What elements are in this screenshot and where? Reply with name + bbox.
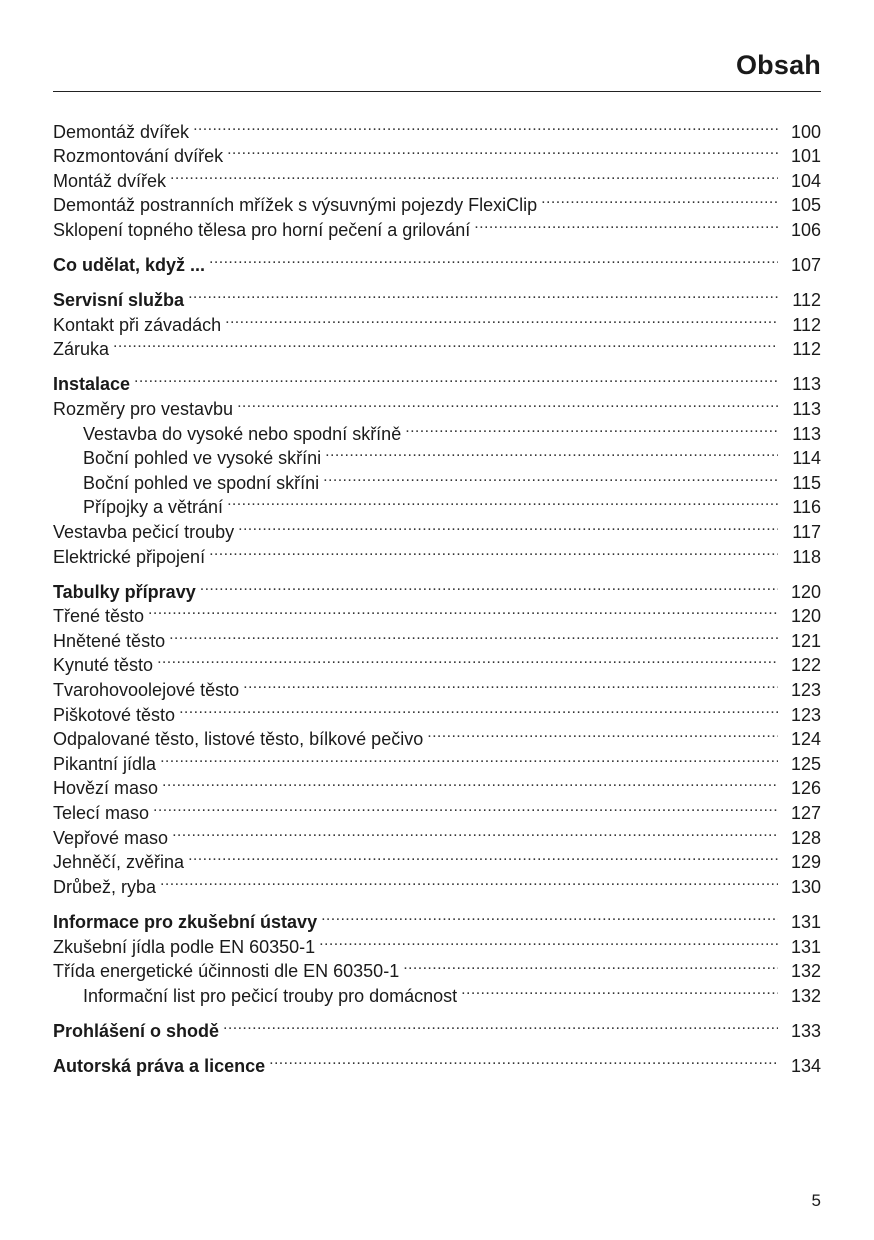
dot-leader	[188, 844, 778, 869]
toc-entry-page: 116	[792, 497, 821, 518]
toc-entry-page: 131	[790, 911, 821, 932]
toc-section	[53, 903, 821, 1006]
dot-leader	[323, 464, 778, 489]
toc-entry-page: 104	[790, 170, 821, 191]
toc-entry-page: 125	[790, 753, 821, 774]
toc-entry-label: Třída energetické účinnosti dle EN 60350-1	[53, 961, 400, 982]
toc-heading-entry[interactable]	[53, 573, 821, 602]
dot-leader	[225, 306, 778, 331]
toc-entry-label: Piškotové těsto	[53, 704, 176, 725]
toc-entry[interactable]	[53, 868, 821, 897]
toc-entry-label: Sklopení topného tělesa pro horní pečení a grilování	[53, 219, 471, 240]
toc-heading-entry[interactable]	[53, 1047, 821, 1076]
toc-entry-label: Demontáž postranních mřížek s výsuvnými pojezdy FlexiClip	[53, 195, 538, 216]
toc-entry-page: 123	[790, 680, 821, 701]
toc-entry[interactable]	[53, 187, 821, 216]
toc-entry-label: Prohlášení o shodě	[53, 1020, 220, 1041]
toc-entry-page: 129	[790, 852, 821, 873]
toc-entry-label: Instalace	[53, 374, 131, 395]
dot-leader	[461, 977, 778, 1002]
page-number: 5	[811, 1191, 821, 1210]
toc-entry-page: 122	[790, 655, 821, 676]
toc-entry-label: Tabulky přípravy	[53, 581, 196, 602]
toc-entry-label: Jehněčí, zvěřina	[53, 852, 185, 873]
toc-heading-entry[interactable]	[53, 282, 821, 311]
toc-entry-label: Boční pohled ve vysoké skříni	[83, 448, 322, 469]
dot-leader	[179, 696, 778, 721]
dot-leader	[405, 415, 778, 440]
toc-entry-page: 127	[790, 803, 821, 824]
dot-leader	[227, 138, 778, 163]
toc-entry[interactable]	[53, 671, 821, 701]
dot-leader	[172, 819, 778, 844]
toc-entry-label: Kontakt při závadách	[53, 314, 222, 335]
toc-entry-label: Zkušební jídla podle EN 60350-1	[53, 936, 316, 957]
header-divider	[53, 91, 821, 92]
toc-entry-label: Telecí maso	[53, 803, 150, 824]
dot-leader	[113, 331, 778, 356]
toc-entry-label: Montáž dvířek	[53, 170, 167, 191]
toc-entry-page: 113	[792, 399, 821, 420]
toc-entry-page: 132	[790, 985, 821, 1006]
toc-entry[interactable]	[53, 113, 821, 142]
toc-entry-page: 130	[790, 876, 821, 897]
dot-leader	[237, 390, 778, 415]
toc-entry-page: 101	[790, 146, 821, 167]
toc-heading-entry[interactable]	[53, 366, 821, 395]
toc-entry[interactable]	[53, 844, 821, 873]
toc-entry-page: 106	[790, 219, 821, 240]
toc-section	[53, 573, 821, 897]
toc-entry[interactable]	[53, 819, 821, 848]
toc-entry[interactable]	[53, 598, 821, 627]
toc-entry-label: Vepřové maso	[53, 827, 169, 848]
toc-entry-label: Rozmontování dvířek	[53, 146, 224, 167]
toc-entry-label: Záruka	[53, 339, 110, 360]
toc-entry-page: 113	[792, 374, 821, 395]
toc-entry[interactable]	[53, 390, 821, 420]
toc-entry-page: 105	[790, 195, 821, 216]
toc-entry-page: 114	[792, 448, 821, 469]
toc-entry-label: Třené těsto	[53, 606, 145, 627]
toc-entry-label: Přípojky a větrání	[83, 497, 224, 518]
toc-entry-label: Pikantní jídla	[53, 753, 157, 774]
toc-entry-label: Tvarohovoolejové těsto	[53, 680, 240, 701]
toc-heading-entry[interactable]	[53, 1012, 821, 1041]
dot-leader	[541, 187, 778, 212]
toc-entry-page: 115	[792, 472, 821, 493]
dot-leader	[148, 598, 778, 623]
toc-entry[interactable]	[53, 331, 821, 360]
dot-leader	[325, 440, 778, 465]
dot-leader	[200, 573, 778, 598]
dot-leader	[193, 113, 778, 138]
toc-entry-page: 118	[792, 546, 821, 567]
toc-section	[53, 282, 821, 360]
toc-entry-page: 112	[792, 339, 821, 360]
toc-heading-entry[interactable]	[53, 246, 821, 276]
toc-entry-label: Autorská práva a licence	[53, 1055, 266, 1076]
dot-leader	[160, 868, 778, 893]
toc-heading-entry[interactable]	[53, 903, 821, 932]
dot-leader	[209, 538, 778, 563]
dot-leader	[427, 721, 778, 746]
dot-leader	[321, 903, 778, 928]
toc-entry-page: 126	[790, 778, 821, 799]
toc-section	[53, 113, 821, 240]
toc-entry[interactable]	[53, 770, 821, 799]
toc-entry-label: Hnětené těsto	[53, 630, 166, 651]
toc-entry-page: 107	[790, 255, 821, 276]
toc-entry-page: 112	[792, 314, 821, 335]
toc-entry-page: 113	[792, 423, 821, 444]
dot-leader	[474, 211, 778, 236]
toc-entry-label: Demontáž dvířek	[53, 121, 190, 142]
toc-entry-label: Vestavba pečicí trouby	[53, 522, 235, 542]
toc-entry-page: 134	[790, 1055, 821, 1076]
table-of-contents	[53, 113, 821, 1082]
toc-entry[interactable]	[53, 745, 821, 774]
toc-section	[53, 246, 821, 276]
toc-entry-label: Kynuté těsto	[53, 655, 154, 676]
dot-leader	[188, 282, 778, 307]
dot-leader	[269, 1047, 778, 1072]
toc-entry-label: Odpalované těsto, listové těsto, bílkové pečivo	[53, 729, 424, 750]
dot-leader	[403, 953, 778, 978]
toc-entry-page: 123	[790, 704, 821, 725]
dot-leader	[209, 246, 778, 271]
toc-entry[interactable]	[53, 622, 821, 651]
dot-leader	[162, 770, 778, 795]
dot-leader	[157, 647, 778, 672]
toc-entry-page: 128	[790, 827, 821, 848]
toc-entry-page: 112	[792, 290, 821, 311]
toc-entry-page: 100	[790, 121, 821, 142]
dot-leader	[153, 794, 778, 819]
dot-leader	[223, 1012, 778, 1037]
toc-entry-label: Boční pohled ve spodní skříni	[83, 472, 320, 493]
toc-entry-page: 117	[792, 522, 821, 542]
toc-entry-label: Hovězí maso	[53, 778, 159, 799]
toc-entry-page: 120	[790, 581, 821, 602]
toc-entry-page: 121	[790, 630, 821, 651]
dot-leader	[227, 489, 778, 514]
toc-entry-page: 120	[790, 606, 821, 627]
toc-entry-label: Informace pro zkušební ústavy	[53, 911, 318, 932]
toc-entry-label: Drůbež, ryba	[53, 876, 157, 897]
toc-entry[interactable]	[53, 794, 821, 824]
toc-section	[53, 1012, 821, 1041]
toc-entry-label: Vestavba do vysoké nebo spodní skříně	[83, 423, 402, 444]
toc-entry-page: 124	[790, 729, 821, 750]
toc-entry-label: Rozměry pro vestavbu	[53, 399, 234, 420]
dot-leader	[243, 671, 778, 696]
toc-entry-page: 131	[790, 936, 821, 957]
dot-leader	[134, 366, 778, 391]
toc-section	[53, 1047, 821, 1076]
dot-leader	[160, 745, 778, 770]
dot-leader	[170, 162, 778, 187]
page-title: Obsah	[735, 50, 821, 80]
dot-leader	[169, 622, 778, 647]
toc-entry-label: Co udělat, když ...	[53, 255, 206, 276]
toc-entry-page: 133	[790, 1020, 821, 1041]
toc-entry-page: 132	[790, 961, 821, 982]
toc-entry[interactable]	[53, 647, 821, 676]
toc-entry-label: Servisní služba	[53, 290, 185, 311]
dot-leader	[319, 928, 778, 953]
dot-leader	[238, 513, 778, 538]
toc-entry-label: Informační list pro pečicí trouby pro domácnost	[83, 985, 458, 1006]
toc-section	[53, 366, 821, 567]
toc-entry-label: Elektrické připojení	[53, 546, 206, 567]
